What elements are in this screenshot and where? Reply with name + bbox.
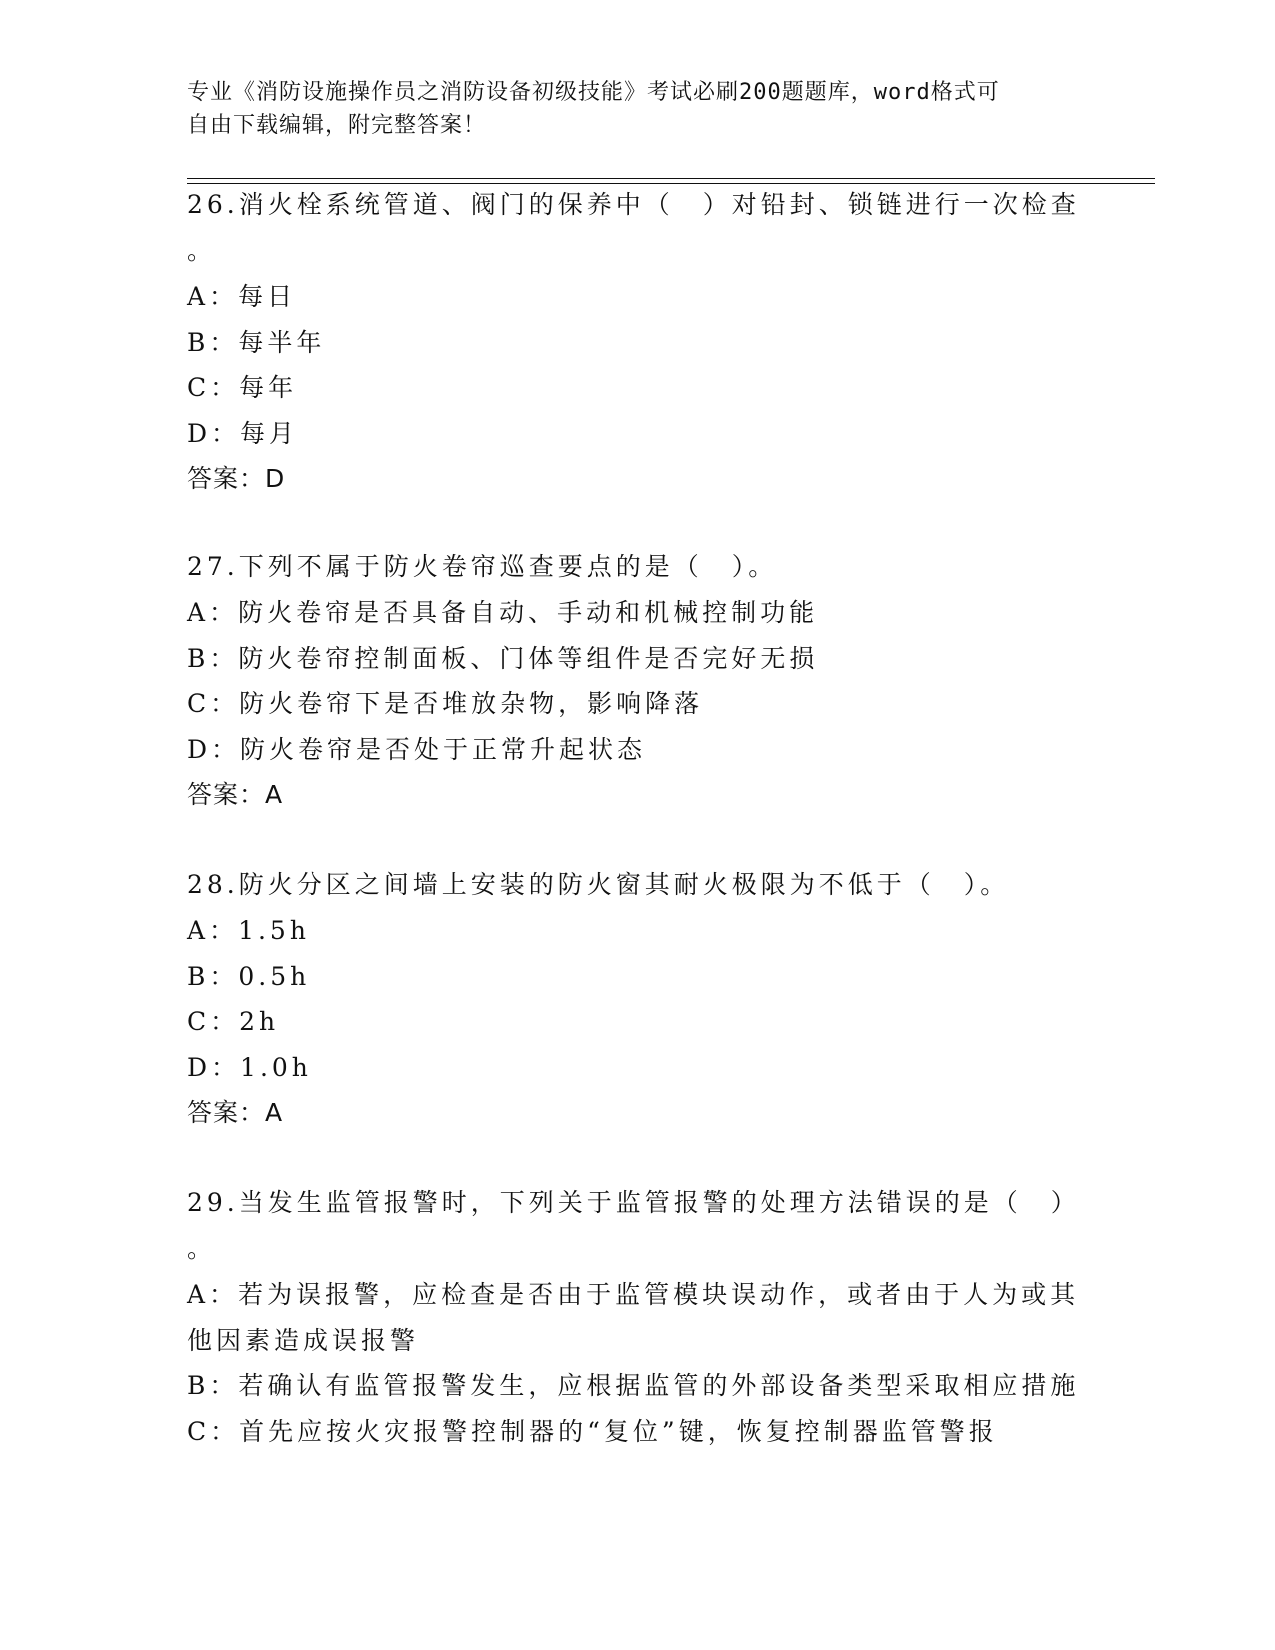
header-divider bbox=[187, 178, 1155, 179]
stem-line: 27.下列不属于防火卷帘巡查要点的是（ ）。 bbox=[187, 552, 778, 581]
option-b: B：防火卷帘控制面板、门体等组件是否完好无损 bbox=[187, 643, 819, 673]
document-header bbox=[187, 76, 1077, 142]
option-b: B：0.5h bbox=[187, 961, 311, 991]
answer: 答案：A bbox=[187, 1098, 284, 1127]
stem-line: 。 bbox=[187, 236, 217, 265]
answer: 答案：D bbox=[187, 464, 286, 493]
option-c: C：2h bbox=[187, 1007, 280, 1036]
question-stem bbox=[187, 862, 1087, 908]
question-26 bbox=[187, 182, 1087, 502]
option-d: D：防火卷帘是否处于正常升起状态 bbox=[187, 734, 647, 764]
option-a: A：防火卷帘是否具备自动、手动和机械控制功能 bbox=[187, 598, 819, 627]
option-d: D：每月 bbox=[187, 418, 299, 448]
option-a: A：若为误报警，应检查是否由于监管模块误动作，或者由于人为或其 bbox=[187, 1280, 1080, 1309]
header-line-2: 自由下载编辑，附完整答案！ bbox=[187, 113, 487, 138]
question-29 bbox=[187, 1180, 1087, 1454]
option-a: A：1.5h bbox=[187, 916, 310, 945]
option-a: A：每日 bbox=[187, 282, 297, 311]
option-c: C：防火卷帘下是否堆放杂物，影响降落 bbox=[187, 689, 704, 718]
option-d: D：1.0h bbox=[187, 1052, 312, 1082]
question-28 bbox=[187, 862, 1087, 1136]
question-stem bbox=[187, 182, 1087, 274]
header-line-1: 专业《消防设施操作员之消防设备初级技能》考试必刷200题题库，word格式可 bbox=[187, 80, 1000, 105]
question-27 bbox=[187, 544, 1087, 818]
option-b: B：每半年 bbox=[187, 327, 326, 357]
option-c: C：首先应按火灾报警控制器的“复位”键，恢复控制器监管警报 bbox=[187, 1416, 998, 1446]
option-c: C：每年 bbox=[187, 373, 298, 402]
option-b: B：若确认有监管报警发生，应根据监管的外部设备类型采取相应措施 bbox=[187, 1371, 1080, 1400]
stem-line: 。 bbox=[187, 1234, 217, 1263]
question-stem bbox=[187, 544, 1087, 590]
option-a-continued: 他因素造成误报警 bbox=[187, 1325, 420, 1355]
stem-line: 26.消火栓系统管道、阀门的保养中（ ）对铅封、锁链进行一次检查 bbox=[187, 190, 1080, 219]
question-stem bbox=[187, 1180, 1087, 1272]
document-page bbox=[187, 0, 1157, 1650]
stem-line: 29.当发生监管报警时，下列关于监管报警的处理方法错误的是（ ） bbox=[187, 1188, 1080, 1217]
answer: 答案：A bbox=[187, 780, 284, 809]
stem-line: 28.防火分区之间墙上安装的防火窗其耐火极限为不低于（ ）。 bbox=[187, 870, 1010, 899]
